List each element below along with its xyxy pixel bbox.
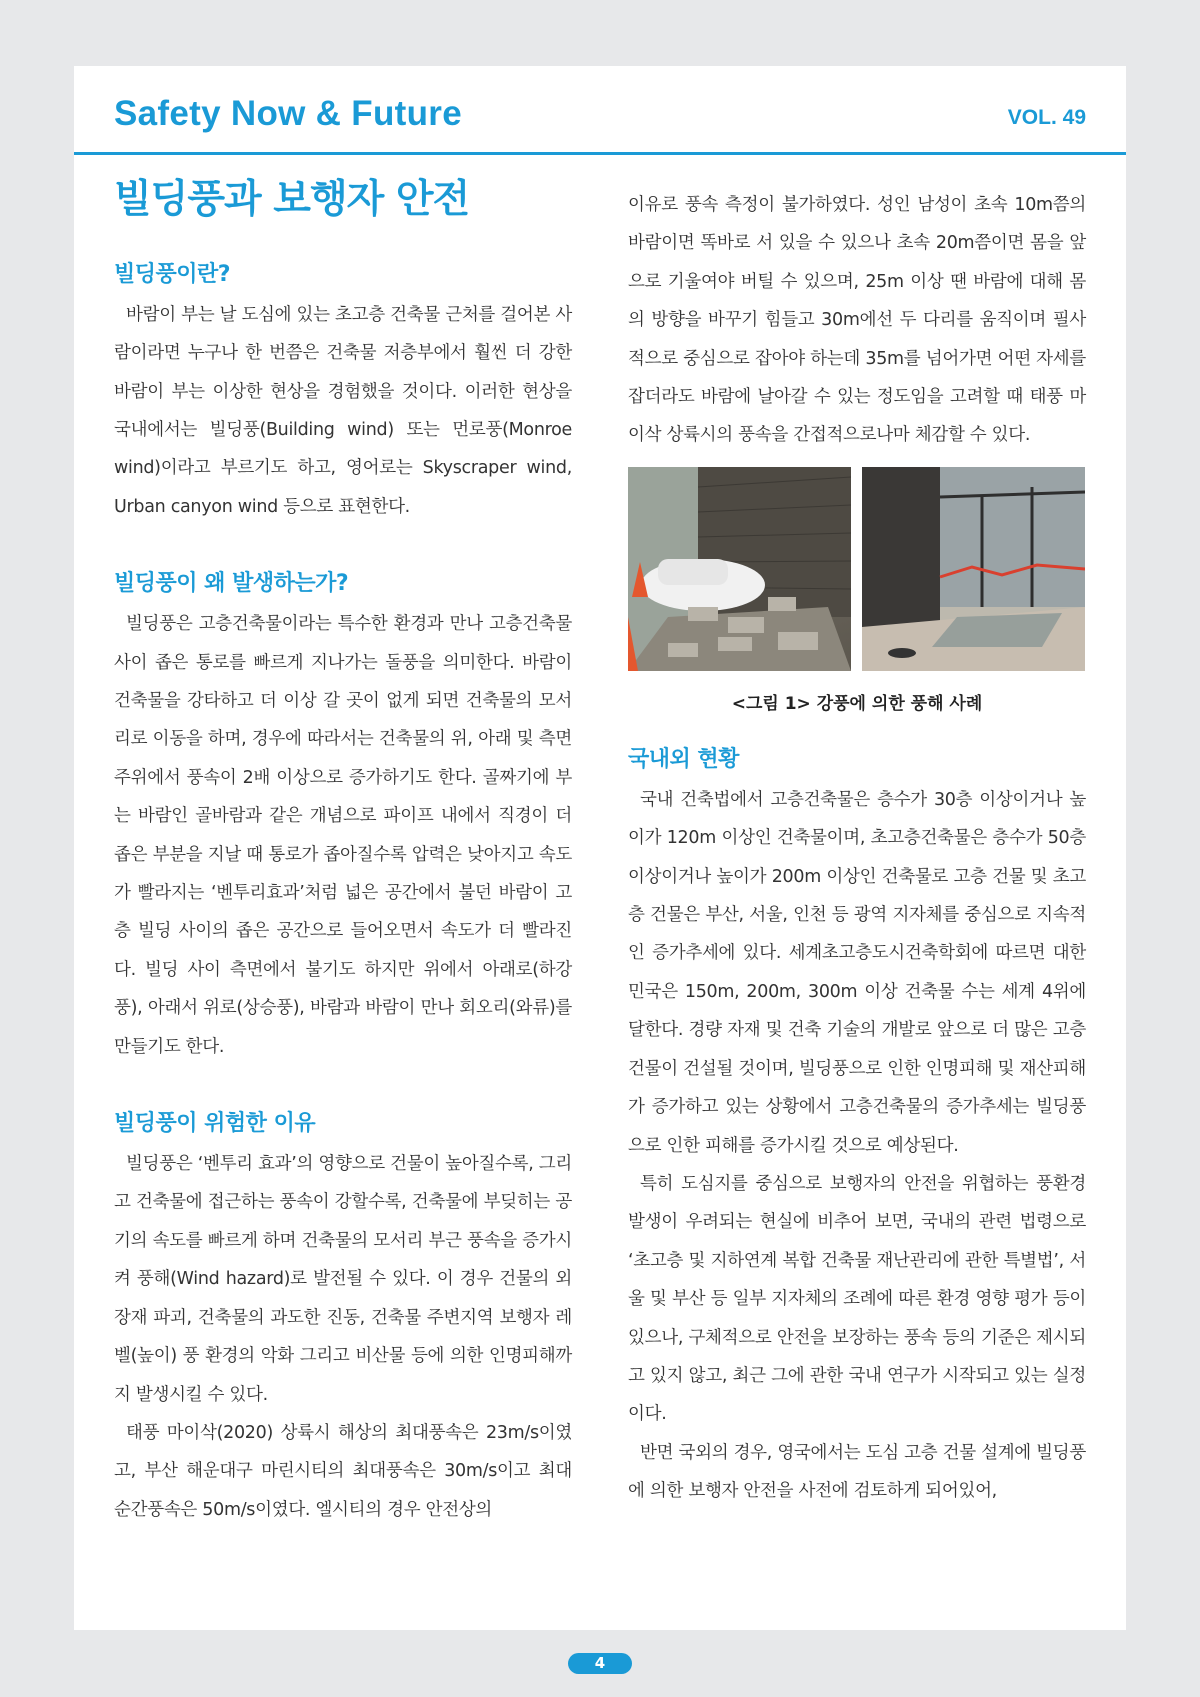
figure-caption: <그림 1> 강풍에 의한 풍해 사례 (731, 693, 983, 714)
section-paragraph: 국내 건축법에서 고층건축물은 층수가 30층 이상이거나 높이가 120m 이상인 건축물이며, 초고층건축물은 층수가 50층 이상이거나 높이가 200m 이상인 건축물로 고층 건물 및 초고층 건물은 부산, 서울, 인천 등 광역 지자체를 중심으로 지속적인 증가추세에 있다. 세계초고층도시건축학회에 따르면 대한민국은 150m, 200m, 300m 이상 건축물 수는 세계 4위에 달한다. 경량 자재 및 건축 기술의 개발로 앞으로 더 많은 고층 건물이 건설될 것이며, 빌딩풍으로 인한 인명피해 및 재산피해가 증가하고 있는 상황에서 고층건축물의 증가추세는 빌딩풍으로 인한 피해를 증가시킬 것으로 예상된다. (628, 789, 1086, 1156)
article-title: 빌딩풍과 보행자 안전 (114, 177, 470, 222)
magazine-title: Safety Now & Future (114, 94, 462, 133)
section-paragraph: 태풍 마이삭(2020) 상륙시 해상의 최대풍속은 23m/s이였고, 부산 해운대구 마린시티의 최대풍속은 30m/s이고 최대 순간풍속은 50m/s이였다. 엘시티의 경우 안전상의 (114, 1422, 572, 1520)
page (74, 66, 1126, 1630)
volume-number: VOL. 49 (1007, 106, 1086, 129)
section-paragraph: 바람이 부는 날 도심에 있는 초고층 건축물 근처를 걸어본 사람이라면 누구나 한 번쯤은 건축물 저층부에서 훨씬 더 강한 바람이 부는 이상한 현상을 경험했을 것이다. 이러한 현상을 국내에서는 빌딩풍(Building wind) 또는 먼로풍(Monroe wind)이라고 부르기도 하고, 영어로는 Skyscraper wind, Urban canyon wind 등으로 표현한다. (114, 304, 572, 517)
section-paragraph: 특히 도심지를 중심으로 보행자의 안전을 위협하는 풍환경 발생이 우려되는 현실에 비추어 보면, 국내의 관련 법령으로 ‘초고층 및 지하연계 복합 건축물 재난관리에 관한 특별법’, 서울 및 부산 등 일부 지자체의 조례에 따른 환경 영향 평가 등이 있으나, 구체적으로 안전을 보장하는 풍속 등의 기준은 제시되고 있지 않고, 최근 그에 관한 국내 연구가 시작되고 있는 실정이다. (628, 1173, 1086, 1425)
header (74, 66, 1126, 155)
photo-damaged-car (628, 467, 851, 671)
section-heading-status: 국내외 현황 (628, 746, 739, 772)
section-paragraph: 빌딩풍은 ‘벤투리 효과’의 영향으로 건물이 높아질수록, 그리고 건축물에 접근하는 풍속이 강할수록, 건축물에 부딪히는 공기의 속도를 빠르게 하며 건축물의 모서리 부근 풍속을 증가시켜 풍해(Wind hazard)로 발전될 수 있다. 이 경우 건물의 외장재 파괴, 건축물의 과도한 진동, 건축물 주변지역 보행자 레벨(높이) 풍 환경의 악화 그리고 비산물 등에 의한 인명피해까지 발생시킬 수 있다. (114, 1154, 572, 1405)
page-number: 4 (568, 1653, 632, 1674)
figure-photos (628, 467, 1086, 671)
section-paragraph: 반면 국외의 경우, 영국에서는 도심 고층 건물 설계에 빌딩풍에 의한 보행자 안전을 사전에 검토하게 되어있어, (628, 1442, 1086, 1502)
continued-paragraph: 이유로 풍속 측정이 불가하였다. 성인 남성이 초속 10m쯤의 바람이면 똑바로 서 있을 수 있으나 초속 20m쯤이면 몸을 앞으로 기울여야 버틸 수 있으며, 25m 이상 땐 바람에 대해 몸의 방향을 바꾸기 힘들고 30m에선 두 다리를 움직이며 필사적으로 중심으로 잡아야 하는데 35m를 넘어가면 어떤 자세를 잡더라도 바람에 날아갈 수 있는 정도임을 고려할 때 태풍 마이삭 상륙시의 풍속을 간접적으로나마 체감할 수 있다. (628, 195, 1086, 446)
right-column (628, 186, 1086, 1511)
section-heading-why: 빌딩풍이 왜 발생하는가? (114, 571, 349, 597)
section-heading-danger: 빌딩풍이 위험한 이유 (114, 1111, 316, 1137)
section-paragraph: 빌딩풍은 고층건축물이라는 특수한 환경과 만나 고층건축물 사이 좁은 통로를 빠르게 지나가는 돌풍을 의미한다. 바람이 건축물을 강타하고 더 이상 갈 곳이 없게 되면 건축물의 모서리로 이동을 하며, 경우에 따라서는 건축물의 위, 아래 및 측면 주위에서 풍속이 2배 이상으로 증가하기도 한다. 골짜기에 부는 바람인 골바람과 같은 개념으로 파이프 내에서 직경이 더 좁은 부분을 지날 때 통로가 좁아질수록 압력은 낮아지고 속도가 빨라지는 ‘벤투리효과’처럼 넓은 공간에서 불던 바람이 고층 빌딩 사이의 좁은 공간으로 들어오면서 속도가 더 빨라진다. 빌딩 사이 측면에서 불기도 하지만 위에서 아래로(하강풍), 아래서 위로(상승풍), 바람과 바람이 만나 회오리(와류)를 만들기도 한다. (114, 614, 572, 1057)
photo-broken-glass (862, 467, 1085, 671)
left-column (114, 176, 572, 1529)
section-heading-what: 빌딩풍이란? (114, 261, 231, 287)
